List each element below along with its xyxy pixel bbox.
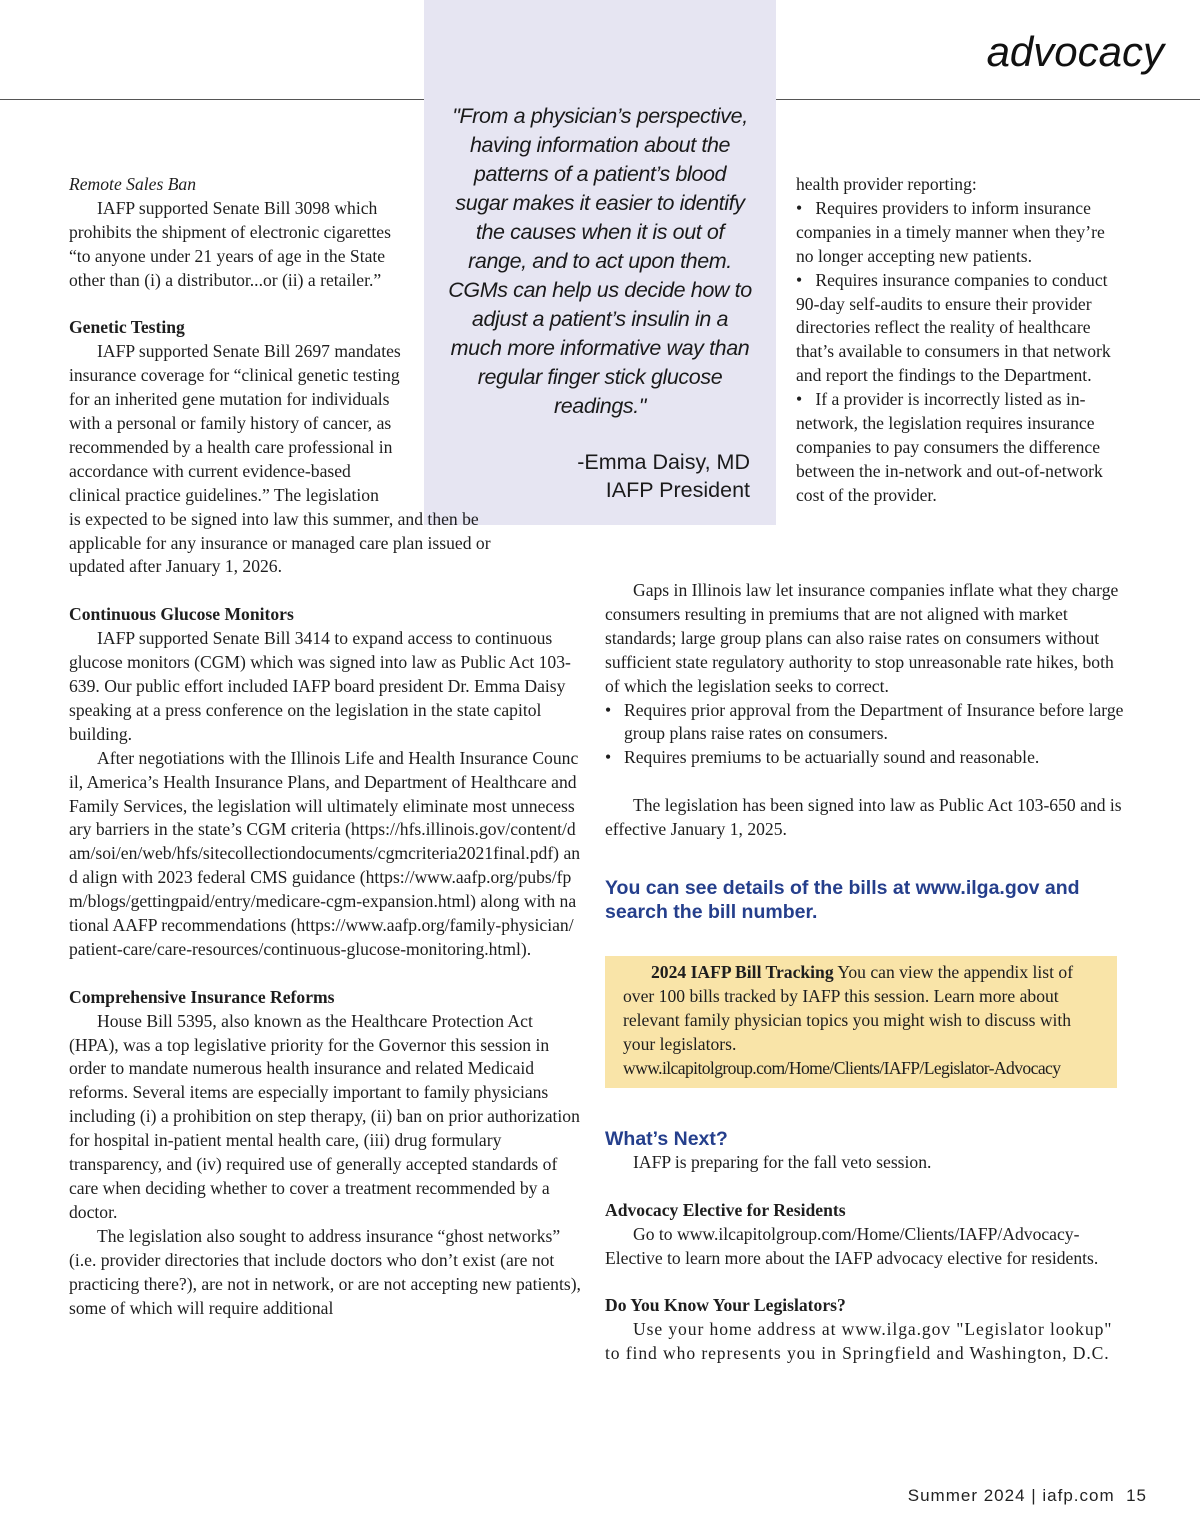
whats-next-heading: What’s Next?: [605, 1128, 728, 1150]
genetic-testing-body-cont: is expected to be signed into law this summer, and then be applicable for any insurance or managed care plan issued or updated after January 1, 2026.: [69, 508, 491, 577]
pull-quote-text: "From a physician’s perspective, having information about the patterns of a patient’s blood sugar makes it easier to identify the causes when it is out of range, and to act upon them. CGMs can help us decide how to adjust a patient’s insulin in a much more informative way than regular finger stick glucose readings.": [448, 104, 752, 418]
pull-quote-author: -Emma Daisy, MD: [577, 450, 750, 474]
left-column: [69, 173, 581, 1320]
provider-bullet-3: • If a provider is incorrectly listed as in-network, the legislation requires insurance companies to pay consumers the difference between the in-network and out-of-network cost of the provider.: [796, 389, 1103, 505]
bill-tracking-callout: [605, 956, 1117, 1088]
reforms-body-1: House Bill 5395, also known as the Healthcare Protection Act (HPA), was a top legislative priority for the Governor this session in order to mandate numerous health insurance and related Medicaid reforms. Several items are especially important to family physicians including (i) a prohibition on step therapy, (ii) ban on prior authorization for hospital in-patient mental health care, (iii) drug formulary transparency, and (iv) required use of generally accepted standards of care when deciding whether to cover a treatment recommended by a doctor.: [69, 1010, 580, 1222]
gaps-body: Gaps in Illinois law let insurance companies inflate what they charge consumers resulting in premiums that are not aligned with market standards; large group plans can also raise rates on consumers without sufficient state regulatory authority to stop unreasonable rate hikes, both of which the legislation seeks to correct.: [605, 580, 1119, 696]
rate-bullet-1: • Requires prior approval from the Department of Insurance before large group plans raise rates on consumers.: [605, 699, 1125, 747]
pull-quote-attribution: [577, 448, 750, 504]
bill-details-heading: You can see details of the bills at www.ilga.gov and search the bill number.: [605, 876, 1080, 923]
page-footer: Summer 2024 | iafp.com 15: [907, 1486, 1147, 1505]
legislators-heading: Do You Know Your Legislators?: [605, 1295, 846, 1316]
bill-tracking-link[interactable]: www.ilcapitolgroup.com/Home/Clients/IAFP/Legislator-Advocacy: [623, 1057, 1061, 1078]
cgm-heading: Continuous Glucose Monitors: [69, 604, 294, 625]
whats-next-body: IAFP is preparing for the fall veto session.: [633, 1152, 932, 1172]
provider-bullet-2: • Requires insurance companies to conduct 90-day self-audits to ensure their provider directories reflect the reality of healthcare that’s available to consumers in that network and report the findings to the Department.: [796, 269, 1111, 386]
provider-bullet-1: • Requires providers to inform insurance companies in a timely manner when they’re no longer accepting new patients.: [796, 197, 1105, 266]
reforms-heading: Comprehensive Insurance Reforms: [69, 986, 335, 1007]
provider-reporting-intro: health provider reporting:: [796, 174, 977, 194]
left-narrow-section: [69, 173, 407, 508]
bill-tracking-text: [623, 961, 1105, 1081]
genetic-testing-body: IAFP supported Senate Bill 2697 mandates insurance coverage for “clinical genetic testing for an inherited gene mutation for individuals with a personal or family history of cancer, as recommended by a health care professional in accordance with current evidence-based clinical practice guidelines.” The legislation: [69, 341, 401, 505]
rate-bullet-2: • Requires premiums to be actuarially sound and reasonable.: [605, 746, 1125, 770]
legislators-body: Use your home address at www.ilga.gov "Legislator lookup" to find who represents you in Springfield and Washington, D.C.: [605, 1319, 1113, 1364]
elective-body: Go to www.ilcapitolgroup.com/Home/Clients/IAFP/Advocacy-Elective to learn more about the IAFP advocacy elective for residents.: [605, 1223, 1099, 1268]
pull-quote-role: IAFP President: [605, 478, 750, 502]
remote-sales-body: IAFP supported Senate Bill 3098 which prohibits the shipment of electronic cigarettes “to anyone under 21 years of age in the State other than (i) a distributor...or (ii) a retailer.”: [69, 197, 391, 290]
section-label: advocacy: [986, 28, 1164, 75]
right-column: [605, 579, 1125, 924]
top-right-column: [796, 173, 1126, 508]
bill-tracking-title: 2024 IAFP Bill Tracking: [651, 962, 834, 982]
bill-tracking-body: You can view the appendix list of over 100 bills tracked by IAFP this session. Learn more about relevant family physician topics you might wish to discuss with your legislators.: [623, 962, 1074, 1054]
reforms-body-2: The legislation also sought to address insurance “ghost networks” (i.e. provider directories that include doctors who don’t exist (are not practicing there?), are not in network, or are not accepting new patients), some of which will require additional: [69, 1225, 581, 1318]
whats-next-section: [605, 1127, 1125, 1366]
cgm-body-1: IAFP supported Senate Bill 3414 to expand access to continuous glucose monitors (CGM) which was signed into law as Public Act 103-639. Our public effort included IAFP board president Dr. Emma Daisy speaking at a press conference on the legislation in the state capitol building.: [69, 628, 571, 744]
remote-sales-heading: Remote Sales Ban: [69, 174, 197, 194]
signed-into-law: The legislation has been signed into law as Public Act 103-650 and is effective January 1, 2025.: [605, 795, 1122, 840]
genetic-testing-heading: Genetic Testing: [69, 317, 185, 338]
elective-heading: Advocacy Elective for Residents: [605, 1199, 846, 1220]
cgm-body-2: After negotiations with the Illinois Life and Health Insurance Council, America’s Health Insurance Plans, and Department of Healthcare and Family Services, the legislation will ultimately eliminate most unnecessary barriers in the state’s CGM criteria (https://hfs.illinois.gov/content/dam/soi/en/web/hfs/sitecollectiondocuments/cgmcriteria2021final.pdf) and align with 2023 federal CMS guidance (https://www.aafp.org/pubs/fpm/blogs/gettingpaid/entry/medicare-cgm-expansion.html) along with national AAFP recommendations (https://www.aafp.org/family-physician/patient-care/care-resources/continuous-glucose-monitoring.html).: [69, 747, 581, 959]
